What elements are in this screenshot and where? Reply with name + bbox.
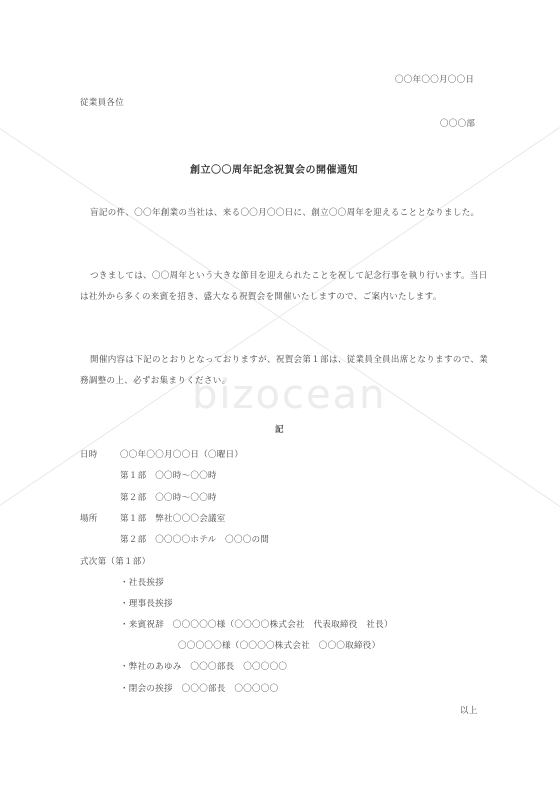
recipient: 従業員各位 [80, 98, 125, 108]
sender-department: 〇〇〇部 [440, 119, 476, 129]
schedule-label: 日時 [80, 450, 98, 460]
closing-mark: 以上 [460, 706, 478, 716]
schedule-part2: 第２部 〇〇時〜〇〇時 [120, 493, 217, 503]
program-item: 〇〇〇〇〇様（〇〇〇〇株式会社 〇〇〇取締役） [178, 641, 381, 651]
program-item: ・理事長挨拶 [120, 599, 173, 609]
program-label: 式次第（第１部） [80, 557, 151, 567]
program-item: ・社長挨拶 [120, 578, 165, 588]
paragraph-3: 開催内容は下記のとおりとなっておりますが、祝賀会第１部は、従業員全員出席となりますので、業務調整の上、必ずお集まりください。 [80, 355, 489, 386]
venue-label: 場所 [80, 514, 98, 524]
schedule-date: 〇〇年〇〇月〇〇日（〇曜日） [120, 450, 244, 460]
paragraph-2: つきましては、〇〇周年という大きな節目を迎えられたことを祝して記念行事を執り行います。当日は社外から多くの来賓を招き、盛大なる祝賀会を開催いたしますので、ご案内いたします。 [80, 271, 488, 302]
document-date: 〇〇年〇〇月〇〇日 [395, 75, 475, 85]
watermark-line-1 [0, 128, 560, 520]
program-item: ・弊社のあゆみ 〇〇〇部長 〇〇〇〇〇 [120, 662, 288, 672]
paragraph-1: 盲記の件、〇〇年創業の当社は、来る〇〇月〇〇日に、創立〇〇周年を迎えることとなりました。 [90, 208, 480, 218]
ki-heading: 記 [275, 425, 284, 435]
venue-part2: 第２部 〇〇〇〇ホテル 〇〇〇の間 [120, 535, 270, 545]
document-title: 創立〇〇周年記念祝賀会の開催通知 [190, 165, 358, 176]
program-item: ・閉会の挨拶 〇〇〇部長 〇〇〇〇〇 [120, 684, 279, 694]
watermark-text: bizocean [192, 372, 387, 418]
venue-part1: 第１部 弊社〇〇〇会議室 [120, 514, 226, 524]
program-item: ・来賓祝辞 〇〇〇〇〇様（〇〇〇〇株式会社 代表取締役 社長） [120, 620, 393, 630]
schedule-part1: 第１部 〇〇時〜〇〇時 [120, 471, 217, 481]
